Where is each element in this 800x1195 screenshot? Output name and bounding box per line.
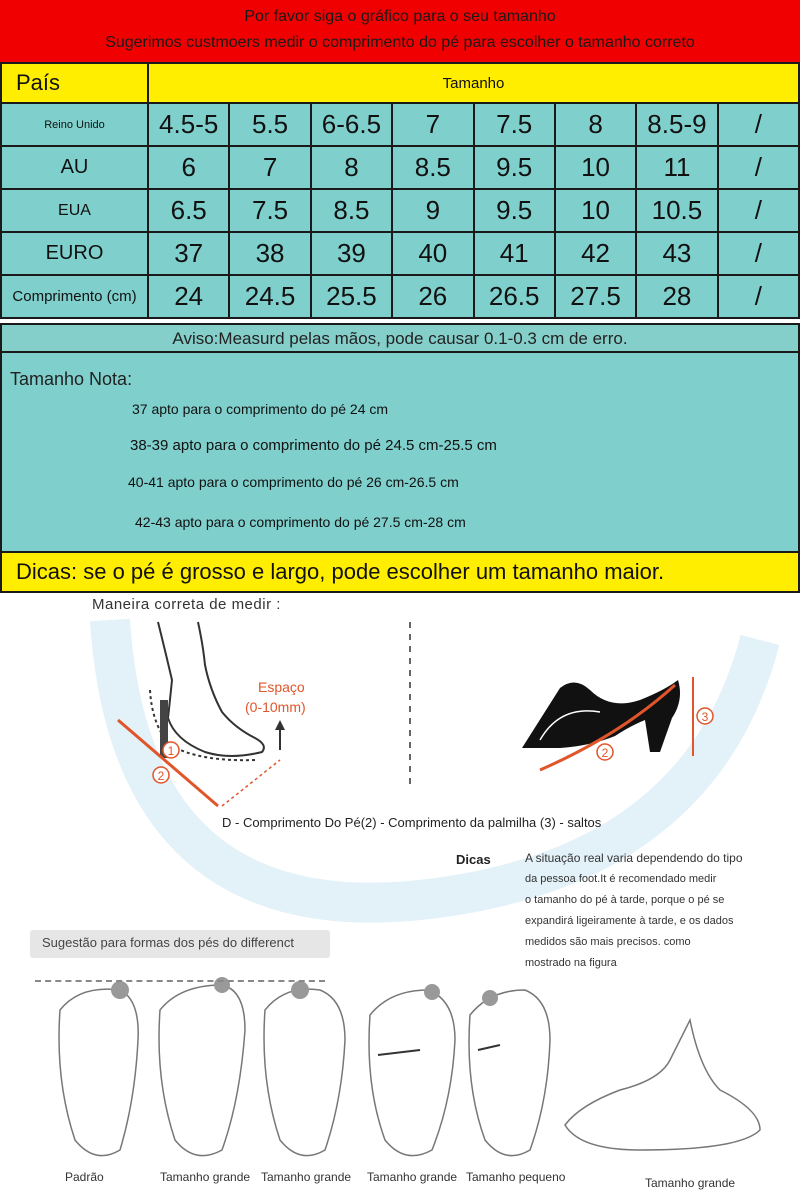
tips-line: expandirá ligeiramente à tarde, e os dados — [525, 915, 734, 927]
size-cell: 27.5 — [555, 275, 636, 318]
foot-label: Tamanho grande — [367, 1170, 458, 1184]
dashed-divider — [35, 980, 325, 982]
foot-standard — [59, 989, 138, 1155]
header-line-1: Por favor siga o gráfico para o seu tamanho — [244, 8, 556, 25]
size-cell: / — [718, 103, 799, 146]
size-cell: 40 — [392, 232, 473, 275]
size-cell: 9.5 — [474, 189, 555, 232]
size-cell: 10 — [555, 189, 636, 232]
foot-label: Tamanho grande — [160, 1170, 251, 1184]
size-cell: 7.5 — [229, 189, 310, 232]
header-line-2: Sugerimos custmoers medir o comprimento do pé para escolher o tamanho correto — [105, 34, 695, 51]
size-note-title: Tamanho Nota: — [10, 369, 133, 389]
tips-line: medidos são mais precisos. como — [525, 936, 691, 948]
size-cell: 42 — [555, 232, 636, 275]
size-cell: 10 — [555, 146, 636, 189]
marker-1-label: 1 — [167, 744, 175, 758]
size-cell: 6-6.5 — [311, 103, 392, 146]
size-cell: 24 — [148, 275, 229, 318]
size-cell: 5.5 — [229, 103, 310, 146]
size-cell: 11 — [636, 146, 717, 189]
width-arrow-icon — [478, 1045, 500, 1050]
tips-line: mostrado na figura — [525, 957, 617, 969]
foot-label: Padrão — [65, 1170, 104, 1184]
foot-large-1 — [159, 985, 245, 1156]
arrow-head-icon — [275, 720, 285, 730]
size-cell: / — [718, 189, 799, 232]
size-cell: 26 — [392, 275, 473, 318]
foot-large-3 — [369, 990, 455, 1156]
foot-side-illustration — [150, 622, 264, 760]
size-cell: 25.5 — [311, 275, 392, 318]
foot-large-2 — [264, 989, 345, 1155]
foot-label: Tamanho grande — [261, 1170, 352, 1184]
row-label: EURO — [1, 232, 148, 275]
size-cell: 26.5 — [474, 275, 555, 318]
tips-line: A situação real varia dependendo do tipo — [525, 851, 743, 865]
size-cell: 8 — [555, 103, 636, 146]
measure-caption: D - Comprimento Do Pé(2) - Comprimento da palmilha (3) - saltos — [222, 815, 602, 830]
size-note-line: 42-43 apto para o comprimento do pé 27.5 cm-28 cm — [135, 514, 466, 530]
size-cell: 10.5 — [636, 189, 717, 232]
size-cell: 7 — [392, 103, 473, 146]
size-cell: 7 — [229, 146, 310, 189]
foot-label: Tamanho pequeno — [466, 1170, 566, 1184]
size-cell: 8.5-9 — [636, 103, 717, 146]
marker-2-shoe-label: 2 — [601, 746, 609, 760]
foot-label: Tamanho grande — [645, 1176, 736, 1190]
size-cell: 4.5-5 — [148, 103, 229, 146]
size-cell: 28 — [636, 275, 717, 318]
size-cell: 9.5 — [474, 146, 555, 189]
measure-title: Maneira correta de medir : — [92, 596, 281, 613]
foot-shapes-title: Sugestão para formas dos pés do differenct — [30, 930, 330, 958]
size-cell: 7.5 — [474, 103, 555, 146]
size-cell: 6.5 — [148, 189, 229, 232]
size-header: Tamanho — [148, 63, 799, 103]
size-cell: 8.5 — [392, 146, 473, 189]
tips-line: da pessoa foot.It é recomendado medir — [525, 873, 717, 885]
high-heel-illustration — [522, 680, 680, 752]
measurement-notice: Aviso:Measurd pelas mãos, pode causar 0.1-0.3 cm de erro. — [0, 323, 800, 353]
tips-label: Dicas — [456, 852, 491, 867]
space-range: (0-10mm) — [245, 699, 306, 715]
foot-shapes — [59, 985, 760, 1156]
size-cell: 37 — [148, 232, 229, 275]
space-label: Espaço — [258, 679, 305, 695]
size-note-line: 37 apto para o comprimento do pé 24 cm — [132, 401, 389, 417]
size-cell: 43 — [636, 232, 717, 275]
insole-length-line — [222, 760, 280, 806]
size-note-line: 38-39 apto para o comprimento do pé 24.5 cm-25.5 cm — [130, 437, 497, 454]
size-cell: 39 — [311, 232, 392, 275]
tips-line: o tamanho do pé à tarde, porque o pé se — [525, 894, 725, 906]
size-cell: / — [718, 146, 799, 189]
size-cell: / — [718, 275, 799, 318]
marker-3-label: 3 — [701, 710, 709, 724]
row-label: Reino Unido — [1, 103, 148, 146]
size-note-line: 40-41 apto para o comprimento do pé 26 cm-26.5 cm — [128, 474, 459, 490]
tips-text — [525, 848, 743, 974]
size-cell: / — [718, 232, 799, 275]
size-cell: 9 — [392, 189, 473, 232]
country-header: País — [1, 63, 148, 103]
size-cell: 8.5 — [311, 189, 392, 232]
size-cell: 6 — [148, 146, 229, 189]
width-arrow-icon — [378, 1050, 420, 1055]
row-label: AU — [1, 146, 148, 189]
marker-2-label: 2 — [157, 769, 165, 783]
foot-side — [565, 1020, 760, 1150]
tip-bar: Dicas: se o pé é grosso e largo, pode escolher um tamanho maior. — [0, 551, 800, 593]
row-label: EUA — [1, 189, 148, 232]
row-label: Comprimento (cm) — [1, 275, 148, 318]
size-cell: 8 — [311, 146, 392, 189]
foot-small — [469, 990, 550, 1156]
size-cell: 41 — [474, 232, 555, 275]
size-cell: 24.5 — [229, 275, 310, 318]
size-cell: 38 — [229, 232, 310, 275]
